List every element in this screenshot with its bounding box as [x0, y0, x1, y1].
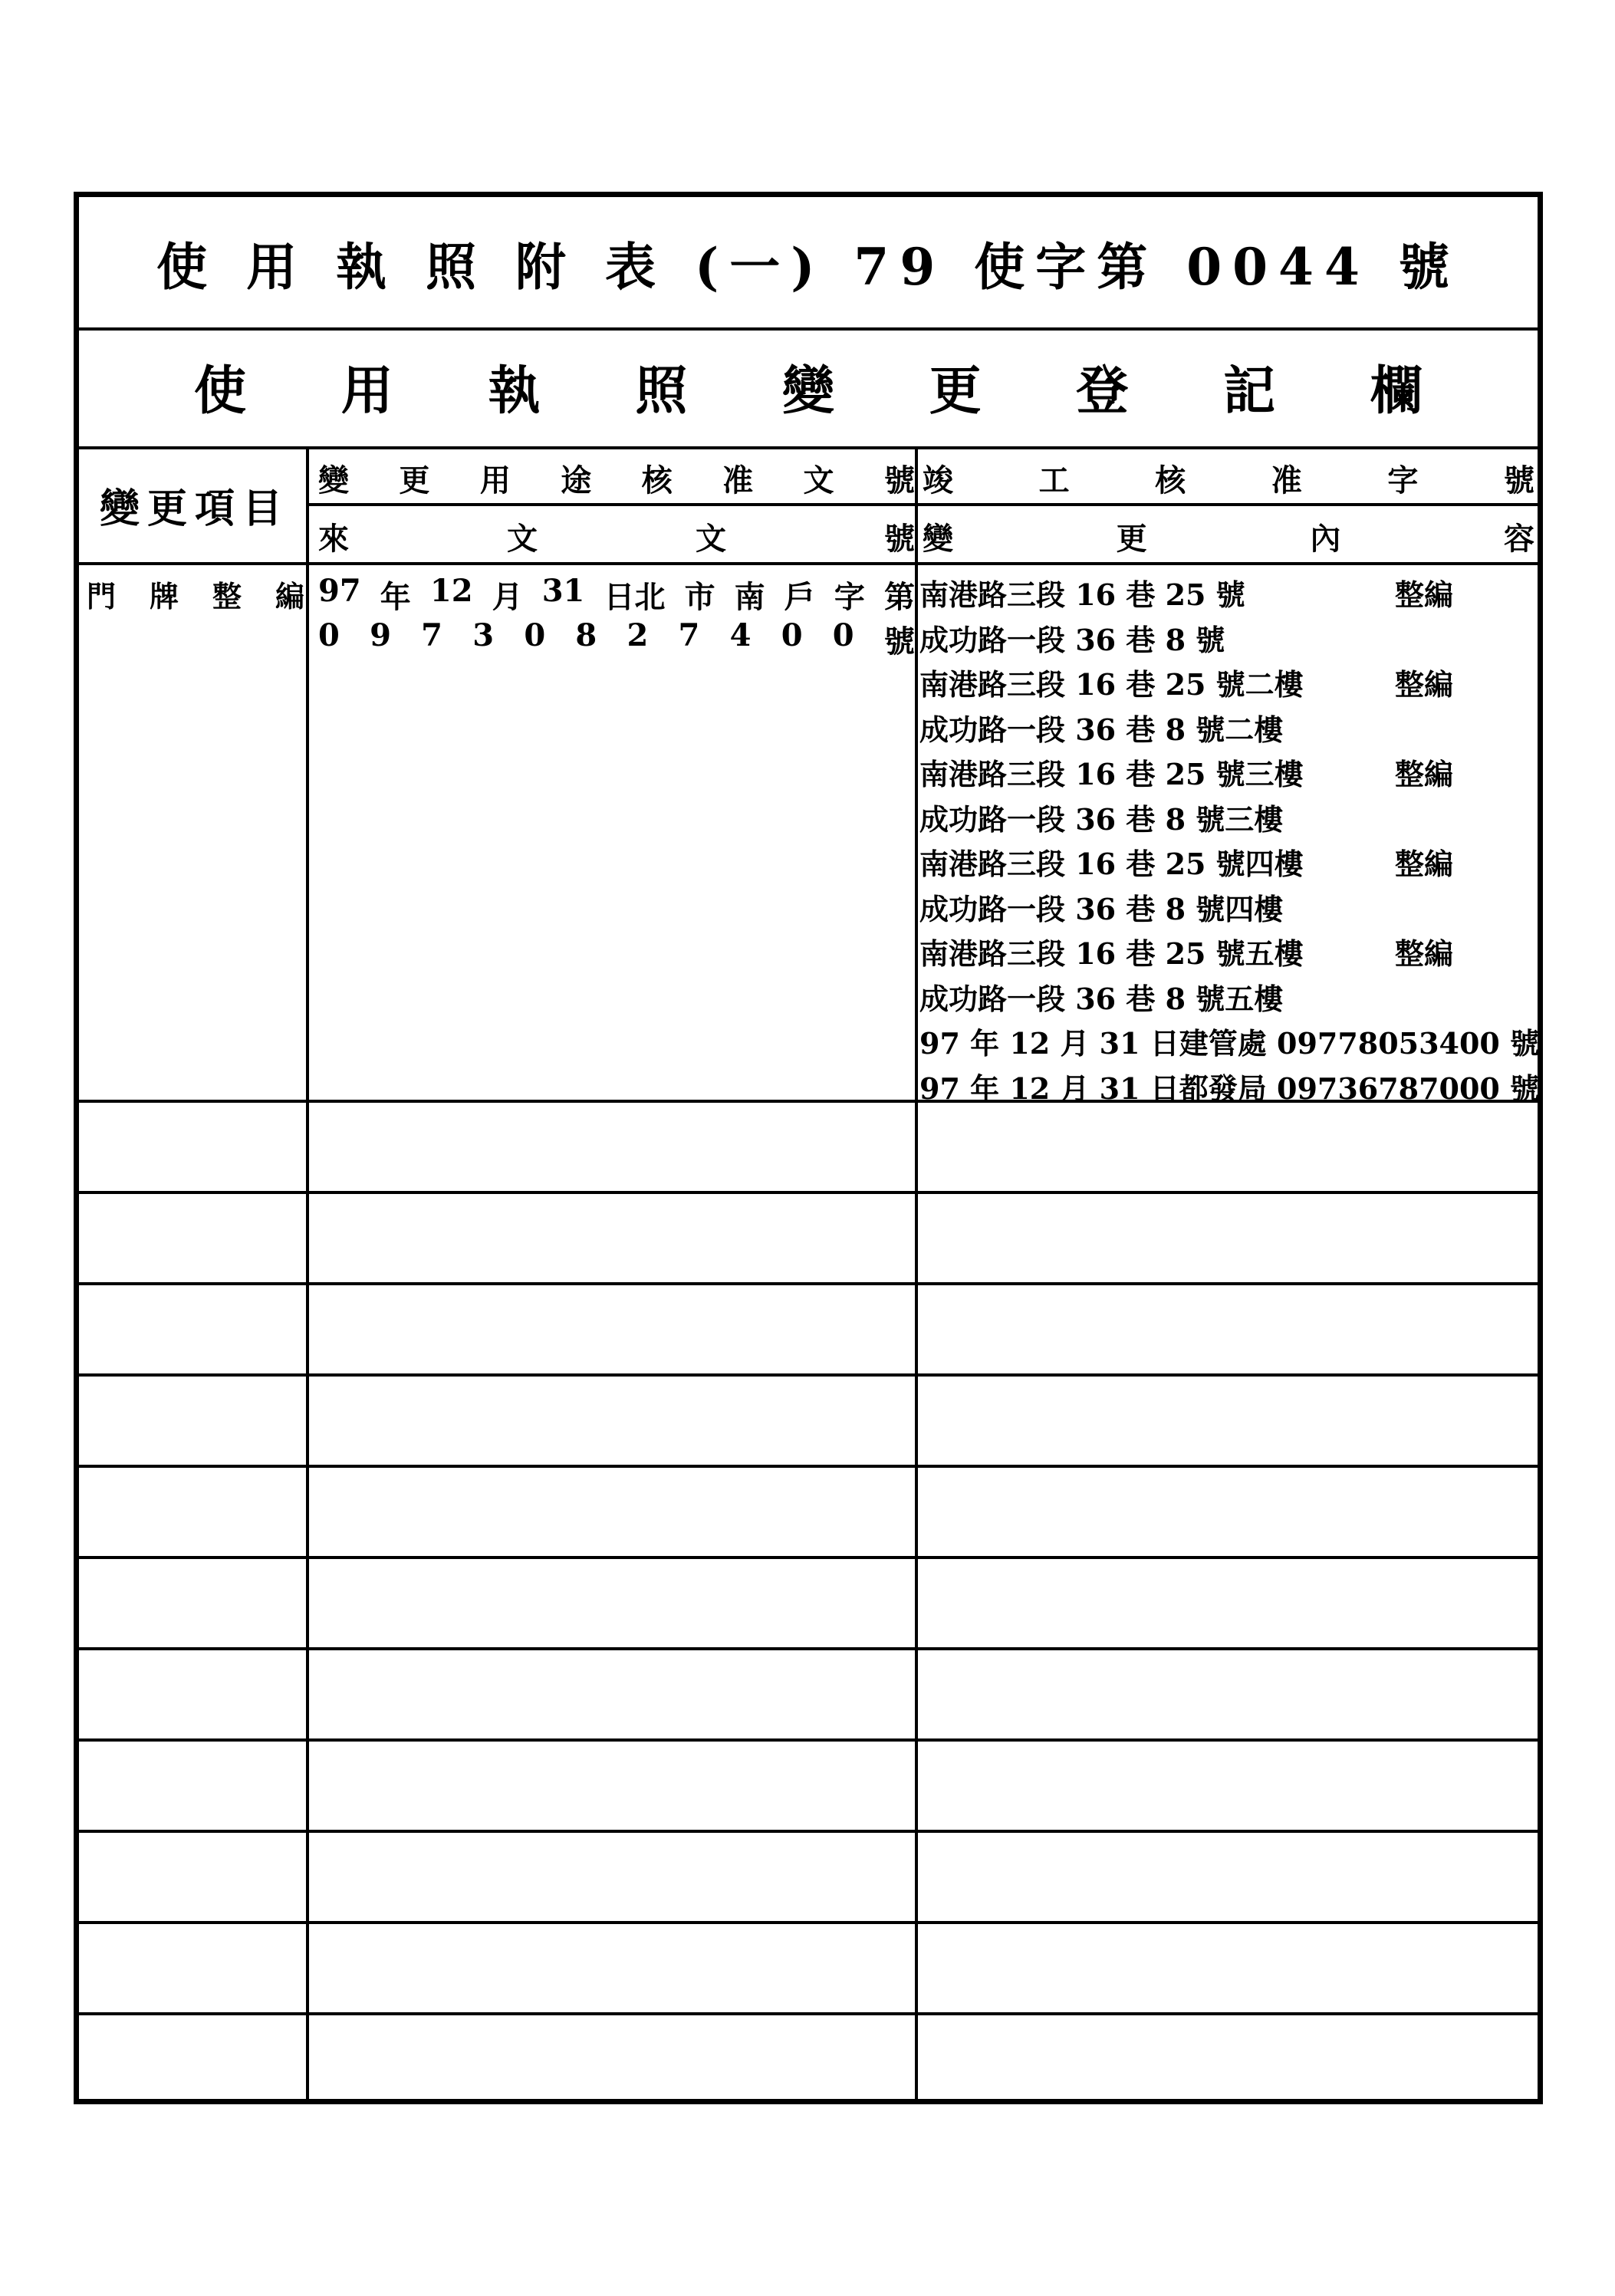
header-mid-divider	[309, 503, 1541, 506]
header-char: 文	[507, 521, 538, 557]
header-char: 竣	[923, 462, 953, 498]
content-line	[919, 573, 1525, 618]
header-char: 文	[696, 521, 726, 557]
doc-char: 市	[684, 579, 715, 615]
content-line-text: 南港路三段 16 巷 25 號四樓	[919, 847, 1304, 881]
row-divider	[79, 1373, 1538, 1377]
row-divider	[79, 1830, 1538, 1833]
content-line	[919, 618, 1525, 663]
doc-char: 日北	[604, 579, 666, 615]
doc-char: 31	[541, 573, 585, 609]
header-char: 號	[1503, 462, 1534, 498]
header-char: 途	[561, 462, 592, 498]
doc-char: 南	[734, 579, 765, 615]
subtitle-char: 照	[635, 360, 688, 422]
header-char: 文	[803, 462, 834, 498]
header-char: 准	[1271, 462, 1302, 498]
doc-char: 0	[524, 617, 546, 653]
item-char: 牌	[149, 579, 179, 613]
doc-char: 3	[472, 617, 495, 653]
entry-change-item	[87, 573, 304, 615]
row-divider	[79, 1647, 1538, 1650]
subtitle-char: 登	[1076, 360, 1129, 422]
doc-char: 12	[429, 573, 473, 609]
content-line-tag: 整編	[1395, 936, 1454, 971]
header-bottom-divider	[79, 562, 1538, 565]
completion-approval-header	[923, 456, 1534, 500]
header-char: 變	[923, 521, 953, 557]
entry-doc-line-1	[318, 573, 915, 617]
row-divider	[79, 1100, 1538, 1103]
approval-number-header	[318, 456, 915, 500]
section-subtitle	[194, 329, 1423, 444]
subtitle-char: 執	[488, 360, 541, 422]
doc-char: 0	[318, 617, 340, 653]
column-divider-1	[306, 448, 309, 2104]
content-line	[919, 932, 1525, 977]
doc-char: 0	[832, 617, 854, 653]
content-line-text: 南港路三段 16 巷 25 號三樓	[919, 757, 1304, 791]
content-line-text: 成功路一段 36 巷 8 號	[919, 622, 1225, 657]
content-line-text: 南港路三段 16 巷 25 號五樓	[919, 936, 1304, 971]
content-line-tag: 整編	[1395, 577, 1454, 612]
doc-char: 97	[318, 573, 361, 609]
row-divider	[79, 1921, 1538, 1924]
content-line	[919, 887, 1525, 933]
content-line	[919, 1021, 1540, 1067]
doc-char: 8	[575, 617, 597, 653]
header-char: 容	[1503, 521, 1534, 557]
content-line	[919, 752, 1525, 798]
header-char: 變	[318, 462, 349, 498]
content-line	[919, 708, 1525, 753]
row-divider	[79, 1465, 1538, 1468]
content-line	[919, 977, 1525, 1022]
entry-doc-line-2	[318, 617, 915, 661]
header-char: 來	[318, 521, 349, 557]
header-char: 核	[641, 462, 673, 498]
header-char: 更	[1116, 521, 1147, 557]
doc-char: 年	[380, 579, 411, 615]
header-char: 核	[1155, 462, 1186, 498]
content-line-text: 成功路一段 36 巷 8 號三樓	[919, 801, 1284, 837]
header-char: 內	[1310, 521, 1341, 557]
header-char: 號	[884, 521, 915, 557]
content-line-text: 南港路三段 16 巷 25 號二樓	[919, 667, 1304, 702]
header-char: 號	[883, 462, 915, 498]
subtitle-char: 欄	[1370, 360, 1423, 422]
subtitle-char: 使	[194, 360, 247, 422]
row-divider	[79, 2012, 1538, 2015]
doc-char: 7	[678, 617, 700, 653]
doc-char: 0	[781, 617, 803, 653]
column-divider-2	[915, 448, 918, 2104]
doc-char: 戶	[784, 579, 815, 615]
form-title: 使 用 執 照 附 表 (一) 79 使字第 0044 號	[156, 236, 1460, 297]
content-line	[919, 842, 1525, 887]
content-line-text: 成功路一段 36 巷 8 號五樓	[919, 981, 1284, 1016]
row-divider	[79, 1738, 1538, 1742]
doc-char: 月	[492, 579, 523, 615]
doc-char: 4	[729, 617, 752, 653]
content-line	[919, 663, 1525, 708]
content-line-text: 成功路一段 36 巷 8 號四樓	[919, 891, 1284, 926]
item-char: 整	[212, 579, 242, 613]
content-line-text: 成功路一段 36 巷 8 號二樓	[919, 712, 1284, 747]
subtitle-char: 變	[781, 360, 834, 422]
row-divider	[79, 1556, 1538, 1559]
doc-char: 9	[370, 617, 391, 653]
entry-change-content	[919, 573, 1540, 1111]
change-item-header: 變更項目	[99, 485, 290, 532]
header-char: 字	[1387, 462, 1419, 498]
item-char: 編	[275, 579, 304, 613]
doc-char: 第	[883, 579, 915, 615]
change-content-header	[923, 515, 1534, 558]
content-line	[919, 1067, 1540, 1112]
content-line-tag: 整編	[1395, 757, 1454, 791]
row-divider	[79, 1282, 1538, 1285]
header-char: 准	[722, 462, 754, 498]
doc-char: 字	[834, 579, 865, 615]
subtitle-divider	[79, 446, 1538, 449]
content-line-tag: 整編	[1395, 667, 1454, 702]
content-line-text: 97 年 12 月 31 日建管處 09778053400 號	[919, 1026, 1540, 1061]
usage-permit-form	[74, 192, 1543, 2104]
content-line	[919, 798, 1525, 843]
row-divider	[79, 1191, 1538, 1194]
doc-char: 7	[421, 617, 442, 653]
incoming-document-header	[318, 515, 915, 558]
item-char: 門	[87, 579, 117, 613]
content-line-tag: 整編	[1395, 847, 1454, 881]
subtitle-char: 用	[340, 360, 393, 422]
content-line-text: 南港路三段 16 巷 25 號	[919, 577, 1245, 612]
header-char: 更	[399, 462, 430, 498]
doc-char: 2	[627, 617, 649, 653]
subtitle-char: 記	[1223, 360, 1276, 422]
content-line-text: 97 年 12 月 31 日都發局 09736787000 號	[919, 1071, 1540, 1106]
header-char: 工	[1038, 462, 1070, 498]
subtitle-char: 更	[929, 360, 982, 422]
doc-char: 號	[883, 623, 915, 660]
header-char: 用	[479, 462, 511, 498]
